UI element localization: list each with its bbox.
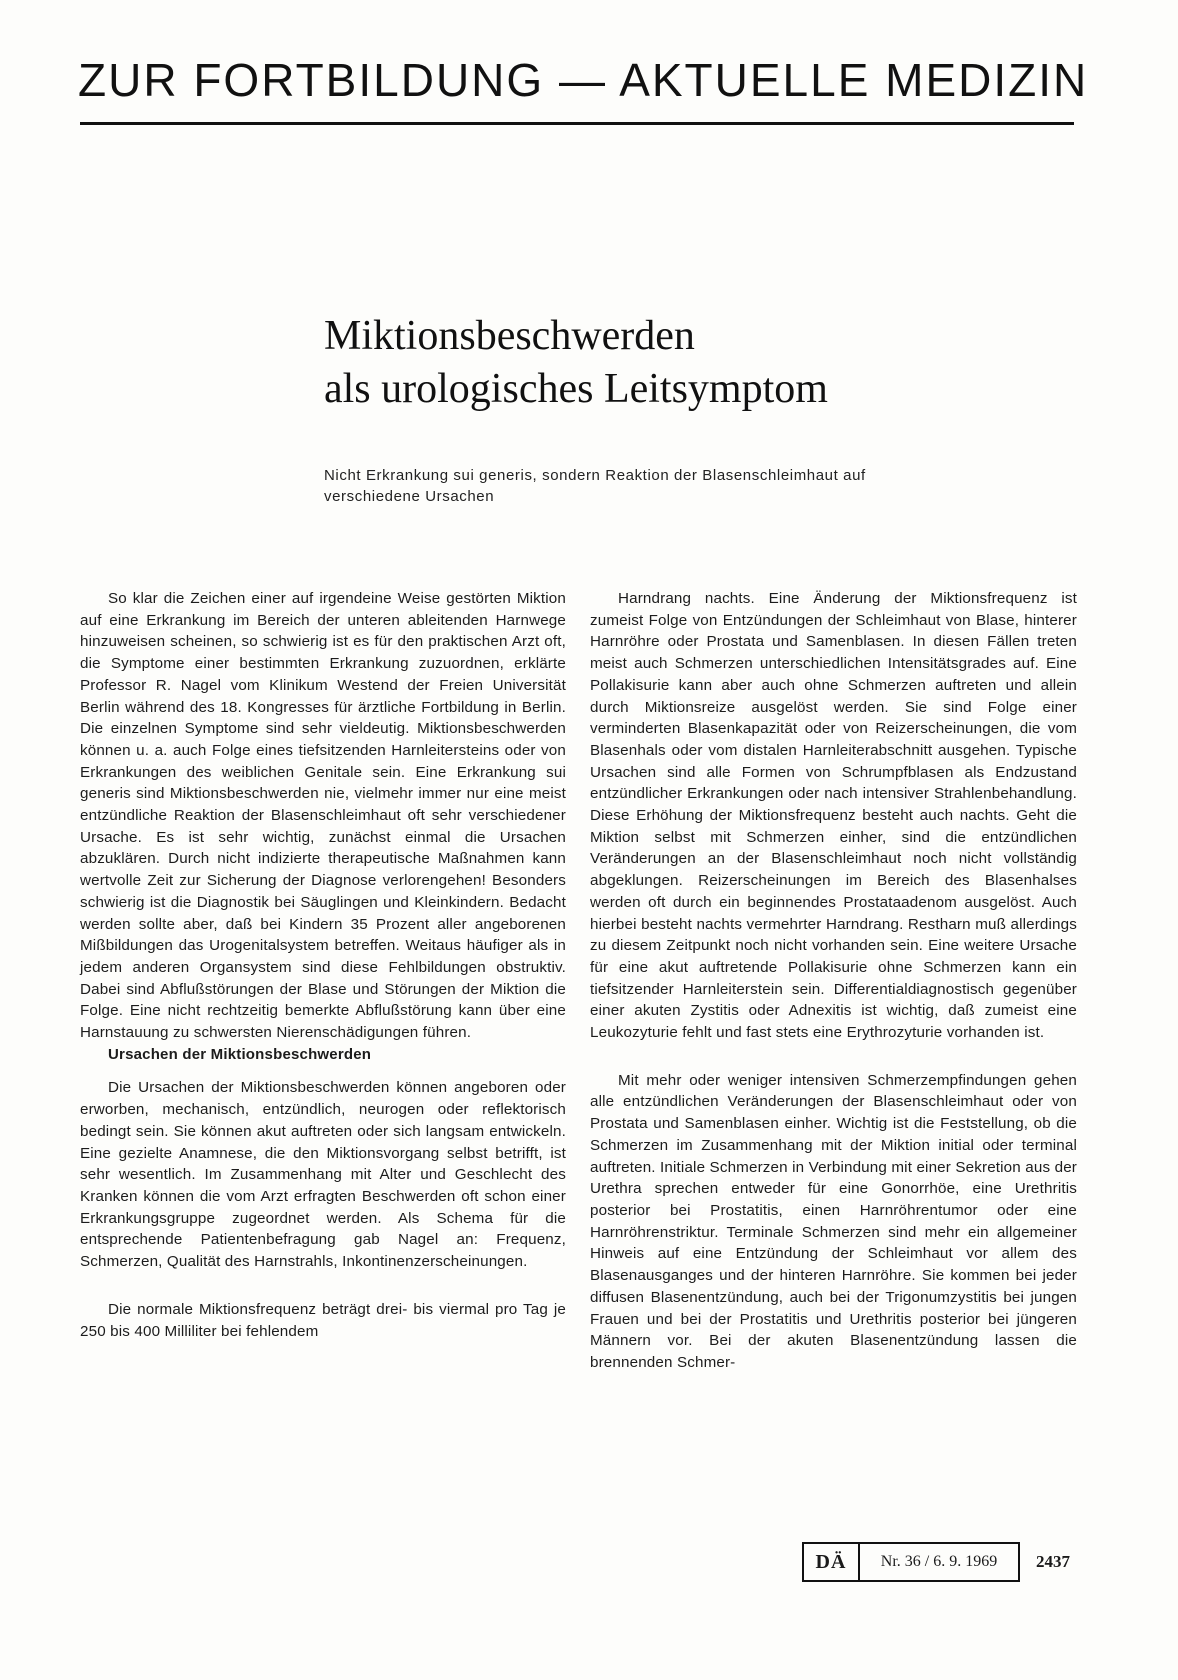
article-title-line-2: als urologisches Leitsymptom [324, 366, 828, 412]
header-rule [80, 122, 1074, 125]
section-heading: Ursachen der Miktionsbeschwerden [108, 1045, 372, 1063]
section-header: ZUR FORTBILDUNG — AKTUELLE MEDIZIN [78, 54, 1089, 106]
journal-logo: DÄ [804, 1544, 860, 1580]
issue-info: Nr. 36 / 6. 9. 1969 [880, 1553, 998, 1570]
body-column-left [80, 588, 566, 1342]
article-subtitle: Nicht Erkrankung sui generis, sondern Reaktion der Blasenschleimhaut auf verschiedene Ursachen [324, 467, 866, 505]
article-title-line-1: Miktionsbeschwerden [324, 313, 695, 359]
page-number: 2437 [1036, 1552, 1070, 1571]
body-paragraph: Mit mehr oder weniger intensiven Schmerzempfindungen gehen alle entzündlichen Veränderungen der Blasenschleimhaut oder von Prostata und Samenblasen einher. Wichtig ist die Feststellung, ob die Schmerzen im Zusammenhang mit der Miktion initial oder terminal auftreten. Initiale Schmerzen in Verbindung mit einer Sekretion aus der Urethra sprechen entweder für eine Gonorrhöe, eine Urethritis posterior bei Prostatitis, einen Harnröhrentumor oder eine Harnröhrenstriktur. Terminale Schmerzen sind mehr ein allgemeiner Hinweis auf eine Entzündung der Schleimhaut vor allem des Blasenausganges und der hinteren Harnröhre. Sie kommen bei jeder diffusen Blasenentzündung, auch bei der Trigonumzystitis bei jungen Frauen und bei der Prostatitis und Urethritis posterior bei jüngeren Männern vor. Bei der akuten Blasenentzündung lassen die brennenden Schmer- [590, 1071, 1077, 1371]
article-title [324, 310, 1044, 416]
body-paragraph: So klar die Zeichen einer auf irgendeine Weise gestörten Miktion auf eine Erkrankung im Bereich der unteren ableitenden Harnwege hinzuweisen scheinen, so schwierig ist es für den praktischen Arzt oft, die Symptome einer bestimmten Erkrankung zuzuordnen, erklärte Professor R. Nagel vom Klinikum Westend der Freien Universität Berlin während des 18. Kongresses für ärztliche Fortbildung in Berlin. Die einzelnen Symptome sind sehr vieldeutig. Miktionsbeschwerden können u. a. auch Folge eines tiefsitzenden Harnleitersteins oder von Erkrankungen des weiblichen Genitale sein. Eine Erkrankung sui generis sind Miktionsbeschwerden nie, vielmehr immer nur eine meist entzündliche Reaktion der Blasenschleimhaut oft sehr verschiedener Ursache. Es ist sehr wichtig, zunächst einmal die Ursachen abzuklären. Durch nicht indizierte therapeutische Maßnahmen kann wertvolle Zeit zur Sicherung der Diagnose verlorengehen! Besonders schwierig ist die Diagnostik bei Säuglingen und Kleinkindern. Bedacht werden sollte aber, daß bei Kindern 35 Prozent aller angeborenen Mißbildungen das Urogenitalsystem betreffen. Weitaus häufiger als in jedem anderen Organsystem sind diese Fehlbildungen obstruktiv. Dabei sind Abflußstörungen der Blase und Störungen der Miktion die Folge. Eine nicht rechtzeitig bemerkte Abflußstörung kann über eine Harnstauung zu schwersten Nierenschädigungen führen. [80, 590, 566, 1042]
body-column-right [590, 588, 1077, 1374]
body-paragraph: Harndrang nachts. Eine Änderung der Miktionsfrequenz ist zumeist Folge von Entzündungen der Schleimhaut von Blase, hinterer Harnröhre oder Prostata und Samenblasen. In diesen Fällen treten meist auch Schmerzen unterschiedlichen Intensitätsgrades auf. Eine Pollakisurie kann aber auch ohne Schmerzen auftreten und allein durch Miktionsreize ausgelöst werden. Sie sind Folge einer verminderten Blasenkapazität oder von Reizerscheinungen, die vom Blasenhals oder vom distalen Harnleiterabschnitt ausgehen. Typische Ursachen sind alle Formen von Schrumpfblasen als Endzustand entzündlicher Erkrankungen oder nach intensiver Strahlenbehandlung. Diese Erhöhung der Miktionsfrequenz besteht auch nachts. Geht die Miktion selbst mit Schmerzen einher, sind die entzündlichen Veränderungen an der Blasenschleimhaut noch nicht vollständig abgeklungen. Reizerscheinungen im Bereich des Blasenhalses werden oft durch ein beginnendes Prostataadenom ausgelöst. Auch hierbei besteht nachts vermehrter Harndrang. Restharn muß allerdings zu diesem Zeitpunkt noch nicht vorhanden sein. Eine weitere Ursache für eine akut auftretende Pollakisurie ohne Schmerzen kann ein tiefsitzender Harnleiterstein sein. Differentialdiagnostisch gegenüber einer akuten Zystitis oder Adnexitis ist wichtig, daß zumeist eine Leukozyturie fehlt und fast stets eine Erythrozyturie vorhanden ist. [590, 590, 1077, 1042]
journal-footer-box [802, 1542, 1020, 1582]
body-paragraph: Die normale Miktionsfrequenz beträgt drei- bis viermal pro Tag je 250 bis 400 Milliliter bei fehlendem [80, 1300, 566, 1340]
body-paragraph: Die Ursachen der Miktionsbeschwerden können angeboren oder erworben, mechanisch, entzündlich, neurogen oder reflektorisch bedingt sein. Sie können akut auftreten oder sich langsam entwickeln. Eine gezielte Anamnese, die den Miktionsvorgang selbst betrifft, ist sehr wesentlich. Im Zusammenhang mit Alter und Geschlecht des Kranken können die vom Arzt erfragten Beschwerden oft schon einer Erkrankungsgruppe zugeordnet werden. Als Schema für die entsprechende Patientenbefragung gab Nagel an: Frequenz, Schmerzen, Qualität des Harnstrahls, Inkontinenzerscheinungen. [80, 1079, 566, 1271]
